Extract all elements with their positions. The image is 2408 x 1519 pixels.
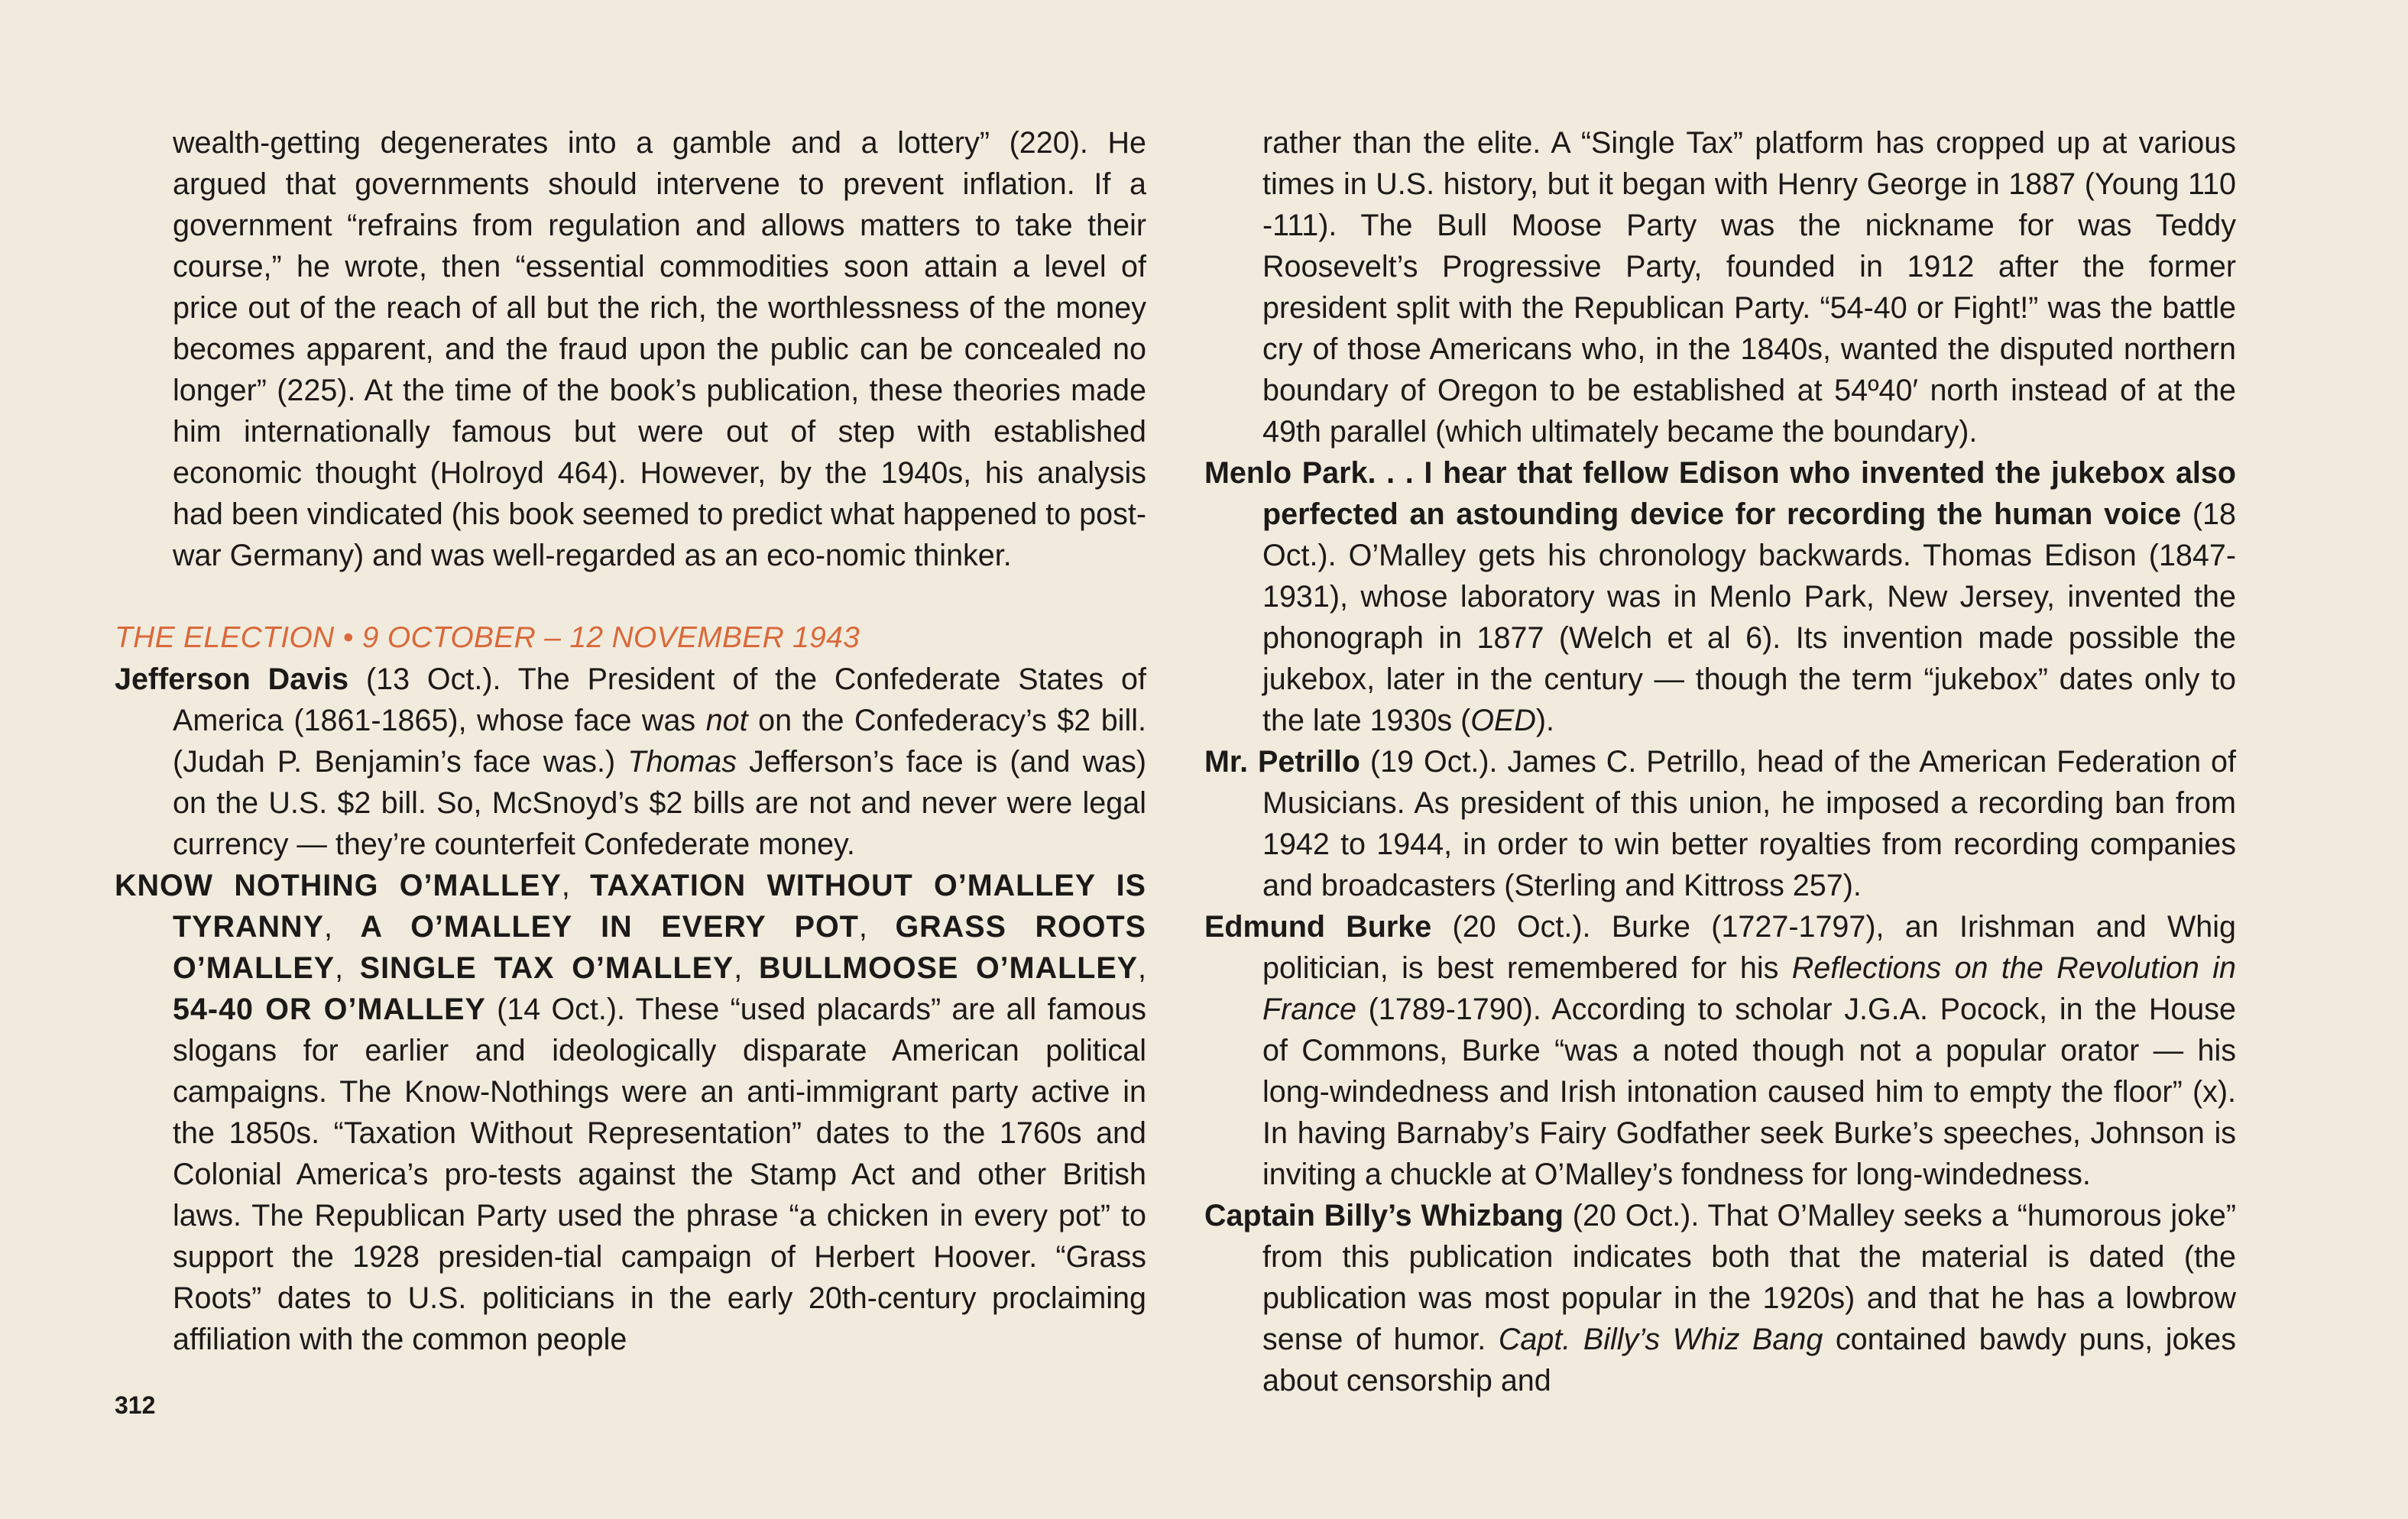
entry-term: BULLMOOSE O’MALLEY (758, 951, 1139, 985)
entry-text: James C. Petrillo, head of the American Federation of Musicians. As president of this union, he imposed a recording ban from 1942 to 1944, in order to win better royalties from recording companies and broadcasters (Sterling and Kittross 257). (1262, 745, 2236, 902)
entry-text: O’Malley gets his chronology backwards. Thomas Edison (1847-1931), whose laboratory was in Menlo Park, New Jersey, invented the phonograph in 1877 (Welch et al 6). Its invention made possible the jukebox, later in the century — though the term “jukebox” dates only to the late 1930s ( (1262, 539, 2236, 737)
right-column (1204, 122, 2236, 1401)
continued-paragraph: wealth-getting degenerates into a gamble and a lottery” (220). He argued that governments should intervene to prevent inflation. If a government “refrains from regulation and allows matters to take their course,” he wrote, then “essential commodities soon attain a level of price out of the reach of all but the rich, the worthlessness of the money becomes apparent, and the fraud upon the public can be concealed no longer” (225). At the time of the book’s publication, these theories made him internationally famous but were out of step with established economic thought (Holroyd 464). However, by the 1940s, his analysis had been vindicated (his book seemed to predict what happened to post-war Germany) and was well-regarded as an eco-nomic thinker. (173, 126, 1146, 572)
entry-term: A O’MALLEY IN EVERY POT (360, 910, 859, 944)
entry-term: TAXATION WITHOUT O’MALLEY IS TYRANNY (173, 869, 1147, 944)
entry-captain-billys-whizbang (1204, 1195, 2236, 1401)
entry-text: contained bawdy puns, jokes about censorship and (1262, 1323, 2236, 1398)
entry-emphasis: Thomas (627, 745, 737, 779)
entry-text: Burke (1727-1797), an Irishman and Whig politician, is best remembered for his (1262, 910, 2236, 985)
section-heading: THE ELECTION • 9 OCTOBER – 12 NOVEMBER 1943 (115, 621, 860, 654)
entry-date: (13 Oct.). (348, 662, 518, 696)
entry-emphasis: Capt. Billy’s Whiz Bang (1498, 1323, 1823, 1356)
entry-text: (1789-1790). According to scholar J.G.A. Pocock, in the House of Commons, Burke “was a noted though not a popular orator — his long-windedness and Irish intonation caused him to empty the floor” (x). In having Barnaby’s Fairy Godfather seek Burke’s speeches, Johnson is inviting a chuckle at O’Malley’s fondness for long-windedness. (1262, 993, 2236, 1191)
entry-term: KNOW NOTHING O’MALLEY (115, 869, 562, 902)
entry-edmund-burke (1204, 906, 2236, 1195)
entry-term: Jefferson Davis (115, 662, 349, 696)
entry-date: (19 Oct.). (1360, 745, 1508, 779)
entry-text: That O’Malley seeks a “humorous joke” from this publication indicates both that the material is dated (the publication was most popular in the 1920s) and that he has a lowbrow sense of humor. (1262, 1199, 2236, 1356)
entry-term: SINGLE TAX O’MALLEY (359, 951, 734, 985)
entry-text: The President of the Confederate States of America (1861-1865), whose face was (173, 662, 1146, 737)
entry-term: Menlo Park. . . I hear that fellow Edison who invented the jukebox also perfected an astounding device for recording the human voice (1204, 456, 2236, 531)
entry-term: Captain Billy’s Whizbang (1204, 1199, 1564, 1232)
entry-date: (20 Oct.). (1431, 910, 1612, 944)
entry-text: Jefferson’s face is (and was) on the U.S. $2 bill. So, McSnoyd’s $2 bills are not and never were legal currency — they’re counterfeit Confederate money. (173, 745, 1146, 861)
entry-date: (20 Oct.). (1563, 1199, 1708, 1232)
entry-term: 54-40 OR O’MALLEY (173, 993, 486, 1026)
entry-jefferson-davis (115, 659, 1146, 865)
entry-emphasis: Reflections on the Revolution in France (1262, 951, 2237, 1026)
entry-emphasis: OED (1470, 704, 1536, 737)
entry-text: These “used placards” are all famous slogans for earlier and ideologically disparate American political campaigns. The Know-Nothings were an anti-immigrant party active in the 1850s. “Taxation Without Representation” dates to the 1760s and Colonial America’s pro-tests against the Stamp Act and other British laws. The Republican Party used the phrase “a chicken in every pot” to support the 1928 presiden-tial campaign of Herbert Hoover. “Grass Roots” dates to U.S. politicians in the early 20th-century proclaiming affiliation with the common people (173, 993, 1146, 1356)
page-number: 312 (115, 1391, 156, 1419)
entry-emphasis: not (705, 704, 748, 737)
left-column (115, 122, 1146, 1360)
continued-paragraph: rather than the elite. A “Single Tax” platform has cropped up at various times in U.S. history, but it began with Henry George in 1887 (Young 110 -111). The Bull Moose Party was the nickname for was Teddy Roosevelt’s Progressive Party, founded in 1912 after the former president split with the Republican Party. “54-40 or Fight!” was the battle cry of those Americans who, in the 1840s, wanted the disputed northern boundary of Oregon to be established at 54º40′ north instead of at the 49th parallel (which ultimately became the boundary). (1262, 126, 2236, 449)
entry-date: (14 Oct.). (485, 993, 636, 1026)
entry-menlo-park (1204, 452, 2236, 741)
entry-text: on the Confederacy’s $2 bill. (Judah P. Benjamin’s face was.) (173, 704, 1146, 779)
entry-text: ). (1535, 704, 1555, 737)
entry-mr-petrillo (1204, 741, 2236, 906)
entry-term: GRASS ROOTS O’MALLEY (173, 910, 1146, 985)
entry-term: Edmund Burke (1204, 910, 1432, 944)
entry-term: Mr. Petrillo (1204, 745, 1360, 779)
entry-slogans: KNOW NOTHING O’MALLEY, TAXATION WITHOUT O’MALLEY IS TYRANNY, A O’MALLEY IN EVERY POT, GRASS ROOTS O’MALLEY, SINGLE TAX O’MALLEY, BULLMOOSE O’MALLEY, 54-40 OR O’MALLEY (14 Oct.). These “used placards” are all famous slogans for earlier and ideologically disparate American political campaigns. The Know-Nothings were an anti-immigrant party active in the 1850s. “Taxation Without Representation” dates to the 1760s and Colonial America’s pro-tests against the Stamp Act and other British laws. The Republican Party used the phrase “a chicken in every pot” to support the 1928 presiden-tial campaign of Herbert Hoover. “Grass Roots” dates to U.S. politicians in the early 20th-century proclaiming affiliation with the common people (115, 869, 1147, 1356)
entry-date: (18 Oct.). (1262, 497, 2236, 572)
